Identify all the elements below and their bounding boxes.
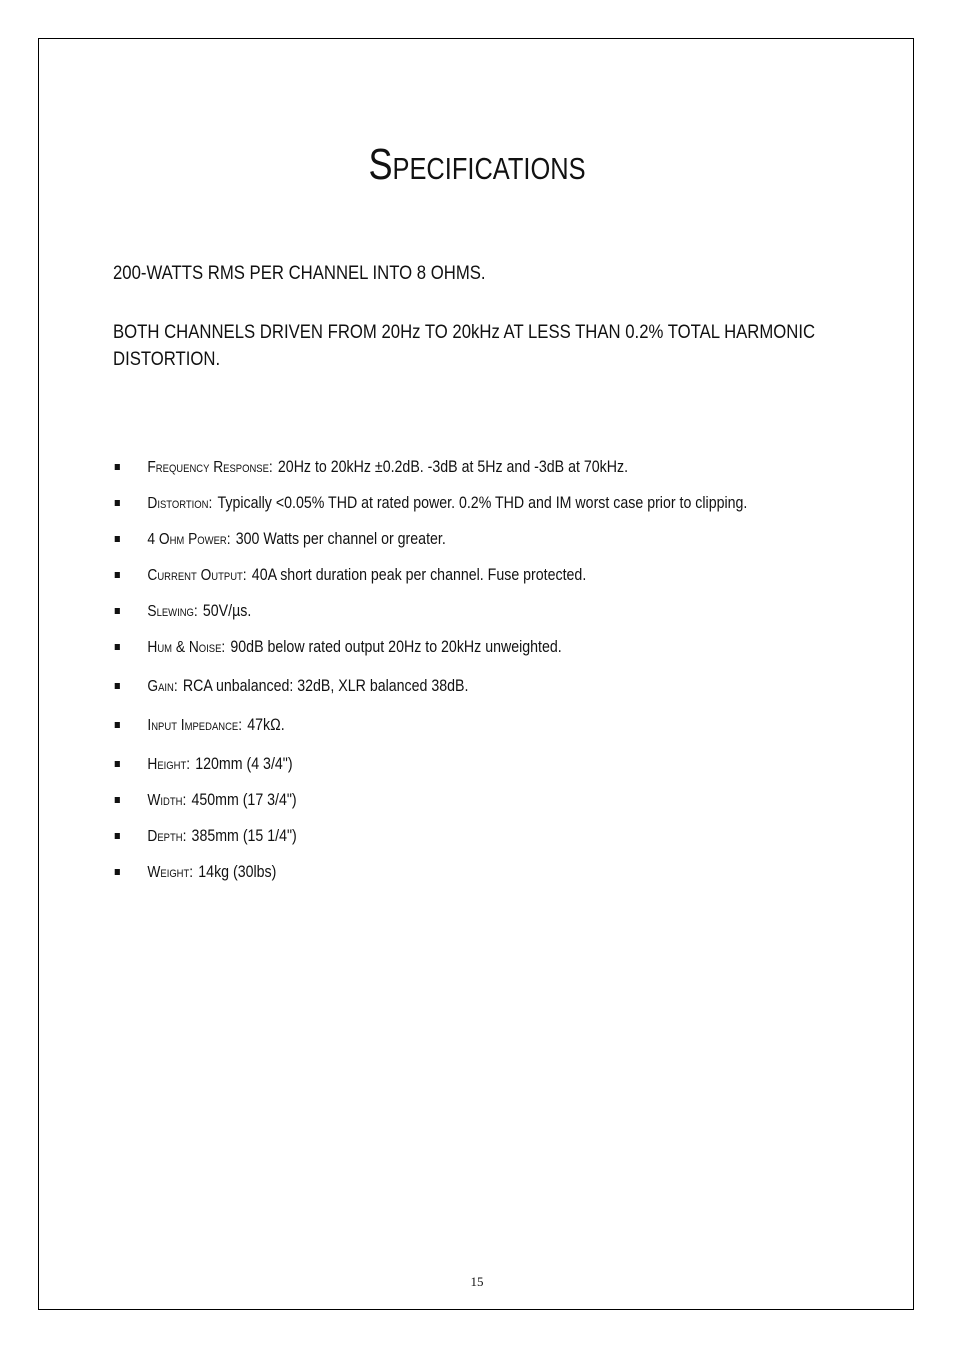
spec-label: Distortion: (147, 495, 213, 512)
bullet-icon (115, 644, 120, 650)
spec-value: 20Hz to 20kHz ±0.2dB. -3dB at 5Hz and -3dB at 70kHz. (277, 458, 629, 476)
spec-value: 300 Watts per channel or greater. (235, 530, 446, 548)
bullet-icon (115, 608, 120, 614)
spec-label: Input Impedance: (147, 717, 243, 734)
spec-value: 14kg (30lbs) (198, 863, 277, 881)
bullet-icon (115, 500, 120, 506)
bullet-icon (115, 722, 120, 728)
spec-label: Depth: (147, 828, 187, 845)
spec-label: Width: (147, 792, 187, 809)
spec-label: Slewing: (147, 603, 198, 620)
page-number: 15 (470, 1274, 484, 1289)
spec-value: 47kΩ. (247, 716, 285, 734)
bullet-icon (115, 833, 120, 839)
bullet-icon (115, 761, 120, 767)
bullet-icon (115, 572, 120, 578)
spec-label: Weight: (147, 864, 194, 881)
bullet-icon (115, 464, 120, 470)
spec-value: 40A short duration peak per channel. Fuse protected. (251, 566, 587, 584)
spec-label: Height: (147, 756, 191, 773)
bullet-icon (115, 797, 120, 803)
page-title: Specifications (368, 140, 586, 189)
spec-label: Hum & Noise: (147, 639, 226, 656)
spec-value: 450mm (17 3/4") (191, 791, 297, 809)
spec-label: Current Output: (147, 567, 247, 584)
spec-value: Typically <0.05% THD at rated power. 0.2% THD and IM worst case prior to clipping. (217, 494, 748, 512)
spec-value: RCA unbalanced: 32dB, XLR balanced 38dB. (182, 677, 469, 695)
spec-value: 50V/µs. (202, 602, 252, 620)
bullet-icon (115, 683, 120, 689)
bullet-icon (115, 536, 120, 542)
spec-label: Frequency Response: (147, 459, 273, 476)
distortion-headline: BOTH CHANNELS DRIVEN FROM 20Hz TO 20kHz AT LESS THAN 0.2% TOTAL HARMONIC DISTORTION. (113, 322, 816, 370)
spec-label: 4 Ohm Power: (147, 531, 231, 548)
power-headline: 200-WATTS RMS PER CHANNEL INTO 8 OHMS. (113, 263, 486, 284)
bullet-icon (115, 869, 120, 875)
spec-label: Gain: (147, 678, 178, 695)
spec-value: 385mm (15 1/4") (191, 827, 297, 845)
spec-value: 90dB below rated output 20Hz to 20kHz unweighted. (230, 638, 562, 656)
spec-value: 120mm (4 3/4") (195, 755, 293, 773)
